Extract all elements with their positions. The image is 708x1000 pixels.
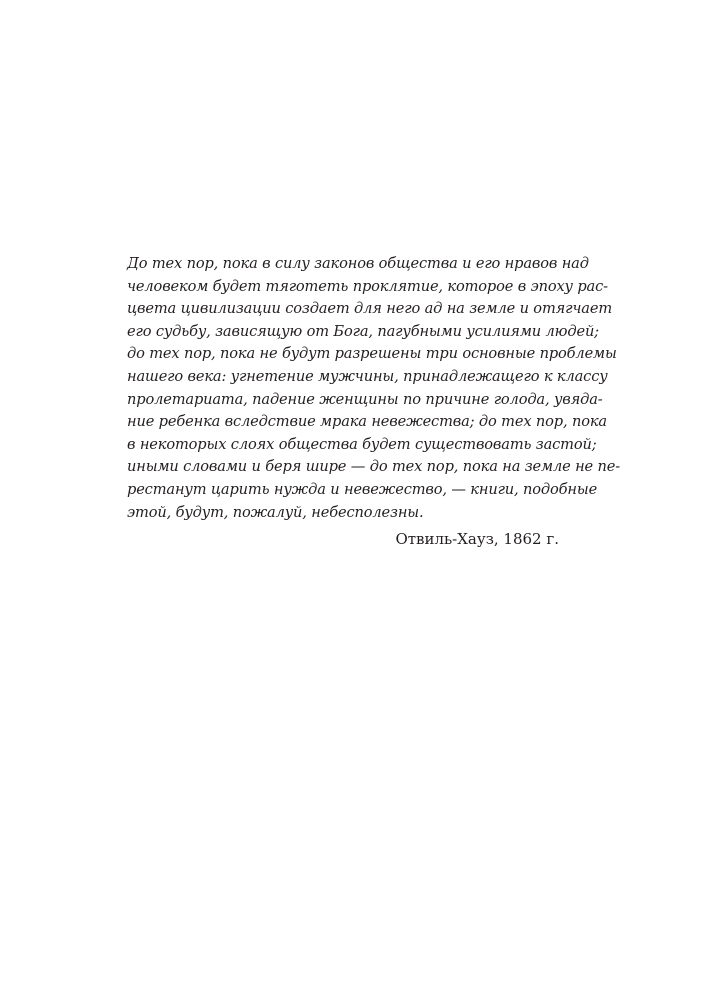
epigraph-line: этой, будут, пожалуй, небесполезны.	[127, 503, 424, 521]
epigraph-line: нашего века: угнетение мужчины, принадлежащего к классу	[127, 367, 608, 385]
epigraph-line: иными словами и беря шире — до тех пор, пока на земле не пе-	[127, 458, 621, 476]
epigraph-line: До тех пор, пока в силу законов общества и его нравов над	[127, 255, 589, 272]
epigraph-line: в некоторых слоях общества будет существовать застой;	[127, 435, 597, 453]
epigraph-line: пролетариата, падение женщины по причине голода, увяда-	[127, 390, 603, 408]
epigraph-line: его судьбу, зависящую от Бога, пагубными усилиями людей;	[127, 322, 599, 340]
epigraph-line: ние ребенка вследствие мрака невежества; до тех пор, пока	[127, 413, 607, 431]
epigraph-line: человеком будет тяготеть проклятие, которое в эпоху рас-	[127, 277, 608, 295]
epigraph-line: цвета цивилизации создает для него ад на земле и отягчает	[127, 300, 613, 318]
epigraph-signature: Отвиль-Хауз, 1862 г.	[395, 530, 559, 549]
epigraph	[127, 253, 621, 550]
epigraph-line: до тех пор, пока не будут разрешены три основные проблемы	[127, 345, 617, 363]
epigraph-line: рестанут царить нужда и невежество, — книги, подобные	[127, 480, 598, 498]
